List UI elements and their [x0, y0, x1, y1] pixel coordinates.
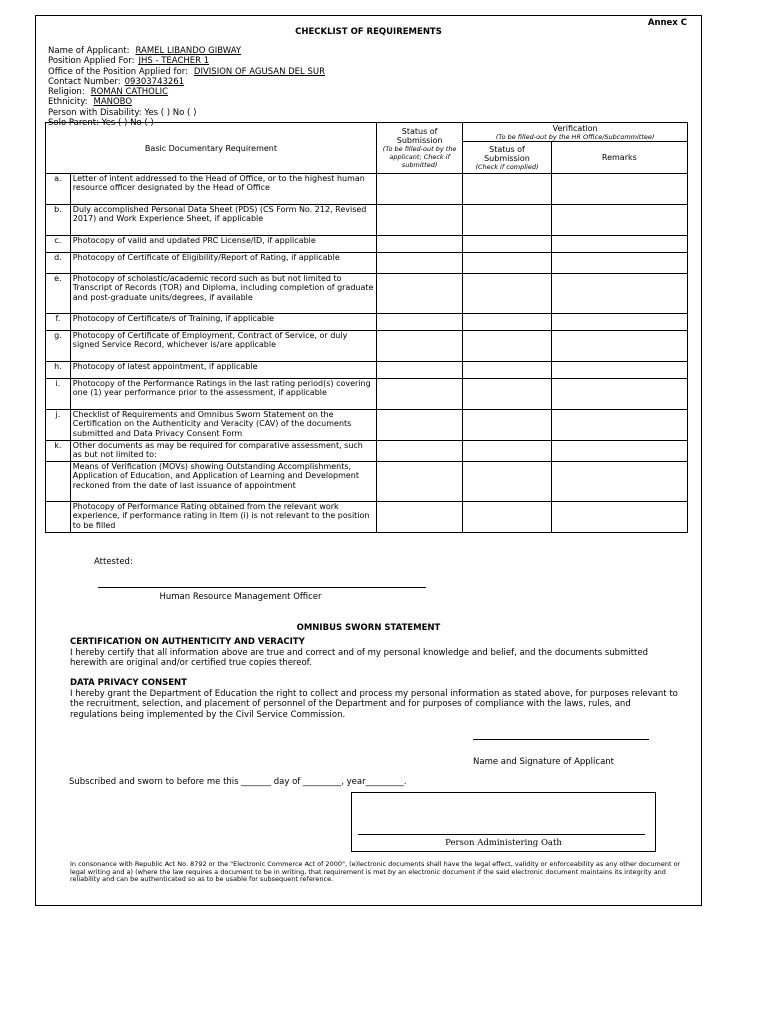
name-value: RAMEL LIBANDO GIBWAY: [135, 46, 242, 56]
row-letter: k.: [46, 441, 71, 462]
status-cell[interactable]: [376, 410, 462, 441]
ethnicity-label: Ethnicity:: [48, 97, 88, 108]
verification-cell[interactable]: [463, 236, 551, 253]
row-letter: j.: [46, 410, 71, 441]
ethnicity-value: MANOBO: [93, 97, 133, 108]
row-letter: e.: [46, 274, 71, 314]
table-row: [46, 174, 688, 205]
contact-label: Contact Number:: [48, 76, 121, 87]
verification-cell[interactable]: [463, 205, 551, 236]
verification-cell[interactable]: [463, 379, 551, 410]
row-letter: b.: [46, 205, 71, 236]
row-letter: i.: [46, 379, 71, 410]
hrmo-signature-line: [98, 587, 426, 588]
remarks-cell[interactable]: [551, 441, 687, 462]
row-letter: [46, 462, 71, 502]
name-label: Name of Applicant:: [48, 46, 130, 56]
row-requirement: Photocopy of scholastic/academic record such as but not limited to Transcript of Records (TOR) and Diploma, including completion of graduate and post-graduate units/degrees, if available: [70, 274, 376, 314]
applicant-name-row: [48, 46, 325, 56]
cav-text: I hereby certify that all information above are true and correct and of my personal knowledge and belief, and the documents submitted herewith are original and/or certified true copies thereof.: [70, 647, 648, 668]
status-cell[interactable]: [376, 314, 462, 331]
privacy-text: I hereby grant the Department of Education the right to collect and process my personal information as stated above, for purposes relevant to the recruitment, selection, and placement of personnel of the Department and for purposes of compliance with the laws, rules, and regulations being implemented by the Civil Service Commission.: [70, 688, 678, 720]
verification-cell[interactable]: [463, 410, 551, 441]
status-cell[interactable]: [376, 236, 462, 253]
status-cell[interactable]: [376, 331, 462, 362]
header-remarks: Remarks: [551, 142, 687, 174]
header-requirement: Basic Documentary Requirement: [46, 123, 377, 174]
verification-cell[interactable]: [463, 441, 551, 462]
table-row: [46, 253, 688, 274]
requirements-table: [45, 122, 688, 533]
applicant-signature-line: [473, 739, 649, 740]
table-row: [46, 441, 688, 462]
sworn-statement: Subscribed and sworn to before me this _______ day of _________, year_________.: [69, 777, 407, 787]
status-cell[interactable]: [376, 462, 462, 502]
solo-parent-row: Solo Parent: Yes ( ) No ( ): [48, 118, 154, 129]
row-requirement: Photocopy of valid and updated PRC License/ID, if applicable: [70, 236, 376, 253]
omnibus-title: OMNIBUS SWORN STATEMENT: [296, 623, 441, 633]
remarks-cell[interactable]: [551, 410, 687, 441]
row-letter: h.: [46, 362, 71, 379]
verification-cell[interactable]: [463, 174, 551, 205]
cav-section: [70, 637, 680, 669]
position-label: Position Applied For:: [48, 56, 135, 67]
office-value: DIVISION OF AGUSAN DEL SUR: [193, 66, 326, 77]
verification-cell[interactable]: [463, 253, 551, 274]
row-requirement: Letter of intent addressed to the Head of Office, or to the highest human resource officer designated by the Head of Office: [70, 174, 376, 205]
row-requirement: Photocopy of Certificate of Employment, Contract of Service, or duly signed Service Record, whichever is/are applicable: [70, 331, 376, 362]
verification-cell[interactable]: [463, 502, 551, 533]
remarks-cell[interactable]: [551, 314, 687, 331]
row-requirement: Means of Verification (MOVs) showing Outstanding Accomplishments, Application of Education, and Application of Learning and Development reckoned from the date of last issuance of appointment: [70, 462, 376, 502]
oath-signature-line: [358, 834, 645, 835]
ethnicity-row: [48, 97, 325, 107]
status-cell[interactable]: [376, 174, 462, 205]
checklist-page: [35, 15, 702, 906]
row-letter: g.: [46, 331, 71, 362]
header-verification: Verification (To be filled-out by the HR Office/Subcommittee): [463, 123, 688, 142]
header-verification-status-note: (Check if complied): [475, 162, 539, 171]
status-cell[interactable]: [376, 502, 462, 533]
remarks-cell[interactable]: [551, 379, 687, 410]
remarks-cell[interactable]: [551, 236, 687, 253]
signature-label: Name and Signature of Applicant: [473, 757, 615, 767]
verification-cell[interactable]: [463, 462, 551, 502]
office-label: Office of the Position Applied for:: [48, 66, 188, 77]
position-value: JHS - TEACHER 1: [138, 56, 210, 67]
contact-value: 09303743261: [124, 76, 185, 87]
table-row: [46, 410, 688, 441]
contact-row: [48, 77, 325, 87]
verification-cell[interactable]: [463, 331, 551, 362]
remarks-cell[interactable]: [551, 362, 687, 379]
status-cell[interactable]: [376, 379, 462, 410]
verification-cell[interactable]: [463, 314, 551, 331]
annex-label: Annex C: [647, 18, 687, 28]
attested-label: Attested:: [94, 557, 133, 567]
table-row: [46, 274, 688, 314]
status-cell[interactable]: [376, 362, 462, 379]
row-requirement: Photocopy of the Performance Ratings in the last rating period(s) covering one (1) year performance prior to the assessment, if applicable: [70, 379, 376, 410]
privacy-section: [70, 678, 680, 720]
office-row: [48, 67, 325, 77]
remarks-cell[interactable]: [551, 174, 687, 205]
row-requirement: Other documents as may be required for comparative assessment, such as but not limited to:: [70, 441, 376, 462]
table-row: [46, 362, 688, 379]
oath-box: [351, 792, 656, 852]
oath-label: Person Administering Oath: [445, 838, 562, 848]
header-status: Status of Submission (To be filled-out by the applicant; Check if submitted): [376, 123, 462, 174]
verification-cell[interactable]: [463, 362, 551, 379]
row-requirement: Checklist of Requirements and Omnibus Sworn Statement on the Certification on the Authenticity and Veracity (CAV) of the documents submitted and Data Privacy Consent Form: [70, 410, 376, 441]
row-letter: [46, 502, 71, 533]
row-requirement: Photocopy of Performance Rating obtained from the relevant work experience, if performance rating in Item (i) is not relevant to the position to be filled: [70, 502, 376, 533]
status-cell[interactable]: [376, 441, 462, 462]
religion-label: Religion:: [48, 87, 85, 98]
row-requirement: Duly accomplished Personal Data Sheet (PDS) (CS Form No. 212, Revised 2017) and Work Experience Sheet, if applicable: [70, 205, 376, 236]
row-letter: a.: [46, 174, 71, 205]
remarks-cell[interactable]: [551, 205, 687, 236]
pwd-row: Person with Disability: Yes ( ) No ( ): [48, 107, 197, 118]
row-requirement: Photocopy of latest appointment, if applicable: [70, 362, 376, 379]
remarks-cell[interactable]: [551, 331, 687, 362]
table-row: [46, 314, 688, 331]
hrmo-label: Human Resource Management Officer: [159, 592, 322, 602]
header-status-note: (To be filled-out by the applicant; Check if submitted): [382, 145, 457, 169]
religion-value: ROMAN CATHOLIC: [90, 87, 169, 98]
table-row: [46, 205, 688, 236]
page-title: CHECKLIST OF REQUIREMENTS: [295, 27, 442, 37]
religion-row: [48, 87, 325, 97]
row-requirement: Photocopy of Certificate/s of Training, if applicable: [70, 314, 376, 331]
privacy-heading: DATA PRIVACY CONSENT: [70, 678, 187, 688]
table-row: [46, 331, 688, 362]
status-cell[interactable]: [376, 274, 462, 314]
row-letter: f.: [46, 314, 71, 331]
row-letter: d.: [46, 253, 71, 274]
remarks-cell[interactable]: [551, 253, 687, 274]
remarks-cell[interactable]: [551, 462, 687, 502]
cav-heading: CERTIFICATION ON AUTHENTICITY AND VERACITY: [70, 637, 305, 647]
header-verification-status: Status of Submission (Check if complied): [463, 142, 551, 174]
table-row: [46, 379, 688, 410]
table-row: [46, 502, 688, 533]
header-verification-note: (To be filled-out by the HR Office/Subcommittee): [495, 132, 655, 141]
footer-note: In consonance with Republic Act No. 8792 or the "Electronic Commerce Act of 2000", (e)lectronic documents shall have the legal effect, validity or enforceability as any other document or legal writing and a) (where the law requires a document to be in writing, that requirement is met by an electronic document if the said electronic document maintains its integrity and reliability and can be authenticated so as to be usable for subsequent reference.: [70, 860, 681, 884]
table-row: [46, 236, 688, 253]
remarks-cell[interactable]: [551, 502, 687, 533]
status-cell[interactable]: [376, 205, 462, 236]
verification-cell[interactable]: [463, 274, 551, 314]
position-row: [48, 56, 325, 66]
status-cell[interactable]: [376, 253, 462, 274]
row-requirement: Photocopy of Certificate of Eligibility/Report of Rating, if applicable: [70, 253, 376, 274]
applicant-info: [48, 46, 325, 128]
remarks-cell[interactable]: [551, 274, 687, 314]
table-row: [46, 462, 688, 502]
row-letter: c.: [46, 236, 71, 253]
